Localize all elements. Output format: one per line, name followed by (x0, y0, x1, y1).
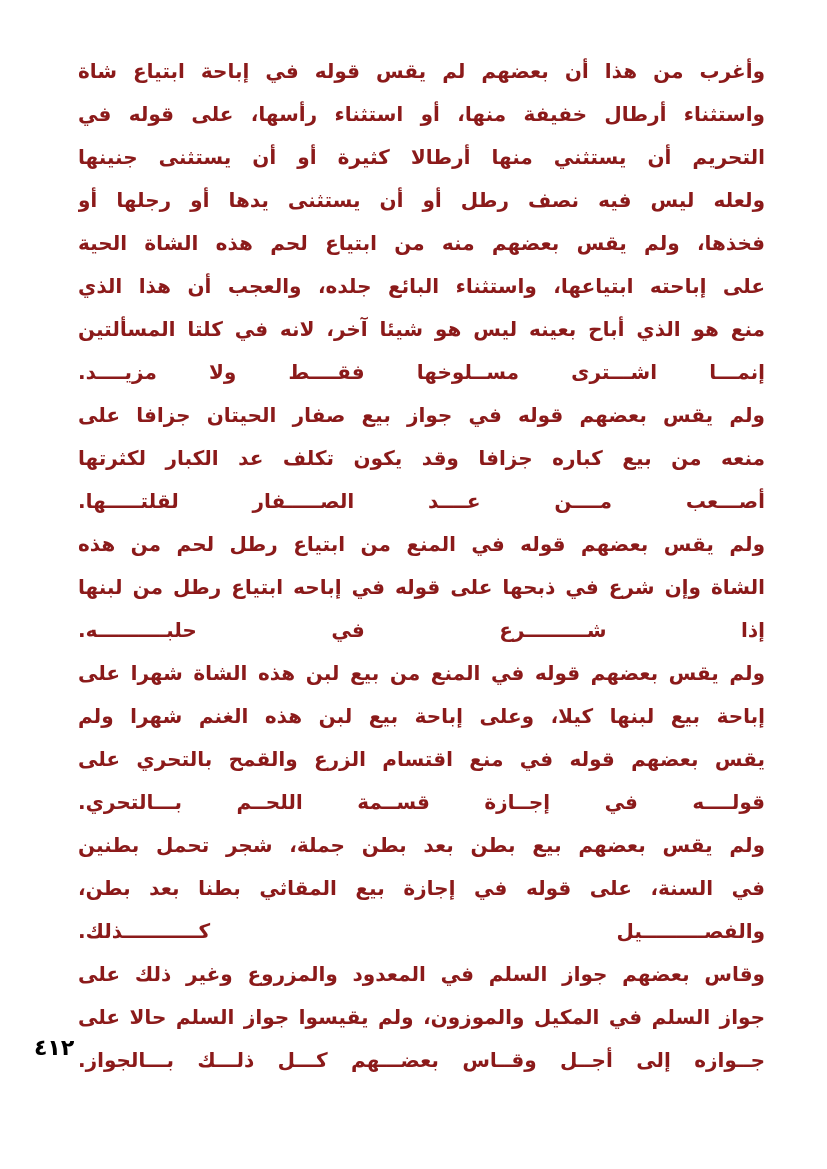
text-line: الشاة وإن شرع في ذبحها على قوله في إباحه ابتياع رطل من لبنها (78, 575, 765, 599)
text-line: إذا شـــــــــرع في حلبــــــــــه. (78, 618, 765, 642)
text-line: واستثناء أرطال خفيفة منها، أو استثناء رأسها، على قوله في (78, 102, 765, 126)
text-line: والفصـــــــــيل كـــــــــــذلك. (78, 919, 765, 943)
text-line: ولم يقس بعضهم قوله في جواز بيع صفار الحيتان جزافا على (78, 403, 765, 427)
text-line: أصـــعب مــــن عــــد الصـــــفار لقلتـــــها. (78, 489, 765, 513)
page-number: ٤١٢ (34, 1036, 75, 1061)
text-line: ولم يقس بعضهم قوله في المنع من بيع لبن هذه الشاة شهرا على (78, 661, 765, 685)
text-line: ولم يقس بعضهم قوله في المنع من ابتياع رطل لحم من هذه (78, 532, 765, 556)
text-line: على إباحته ابتياعها، واستثناء البائع جلده، والعجب أن هذا الذي (78, 274, 765, 298)
text-line: فخذها، ولم يقس بعضهم منه من ابتياع لحم هذه الشاة الحية (78, 231, 765, 255)
text-line: منع هو الذي أباح بعينه ليس هو شيئا آخر، لانه في كلتا المسألتين (78, 317, 765, 341)
text-line: ولم يقس بعضهم بيع بطن بعد بطن جملة، شجر تحمل بطنين (78, 833, 765, 857)
body-text (78, 50, 765, 1082)
text-line: وأغرب من هذا أن بعضهم لم يقس قوله في إباحة ابتياع شاة (78, 59, 765, 83)
text-line: منعه من بيع كباره جزافا وقد يكون تكلف عد الكبار لكثرتها (78, 446, 765, 470)
text-line: إنمـــا اشـــترى مســلوخها فقــــط ولا مزيــــد. (78, 360, 765, 384)
text-line: في السنة، على قوله في إجازة بيع المقاثي بطنا بعد بطن، (78, 876, 765, 900)
text-line: قولــــه في إجــازة قســمة اللحــم بـــالتحري. (78, 790, 765, 814)
text-line: التحريم أن يستثني منها أرطالا كثيرة أو أن يستثنى جنينها (78, 145, 765, 169)
text-line: وقاس بعضهم جواز السلم في المعدود والمزروع وغير ذلك على (78, 962, 765, 986)
text-line: يقس بعضهم قوله في منع اقتسام الزرع والقمح بالتحري على (78, 747, 765, 771)
text-line: جــوازه إلى أجــل وقــاس بعضـــهم كـــل ذلـــك بـــالجواز. (78, 1048, 765, 1072)
text-line: إباحة بيع لبنها كيلا، وعلى إباحة بيع لبن هذه الغنم شهرا ولم (78, 704, 765, 728)
text-line: ولعله ليس فيه نصف رطل أو أن يستثنى يدها أو رجلها أو (78, 188, 765, 212)
text-line: جواز السلم في المكيل والموزون، ولم يقيسوا جواز السلم حالا على (78, 1005, 765, 1029)
